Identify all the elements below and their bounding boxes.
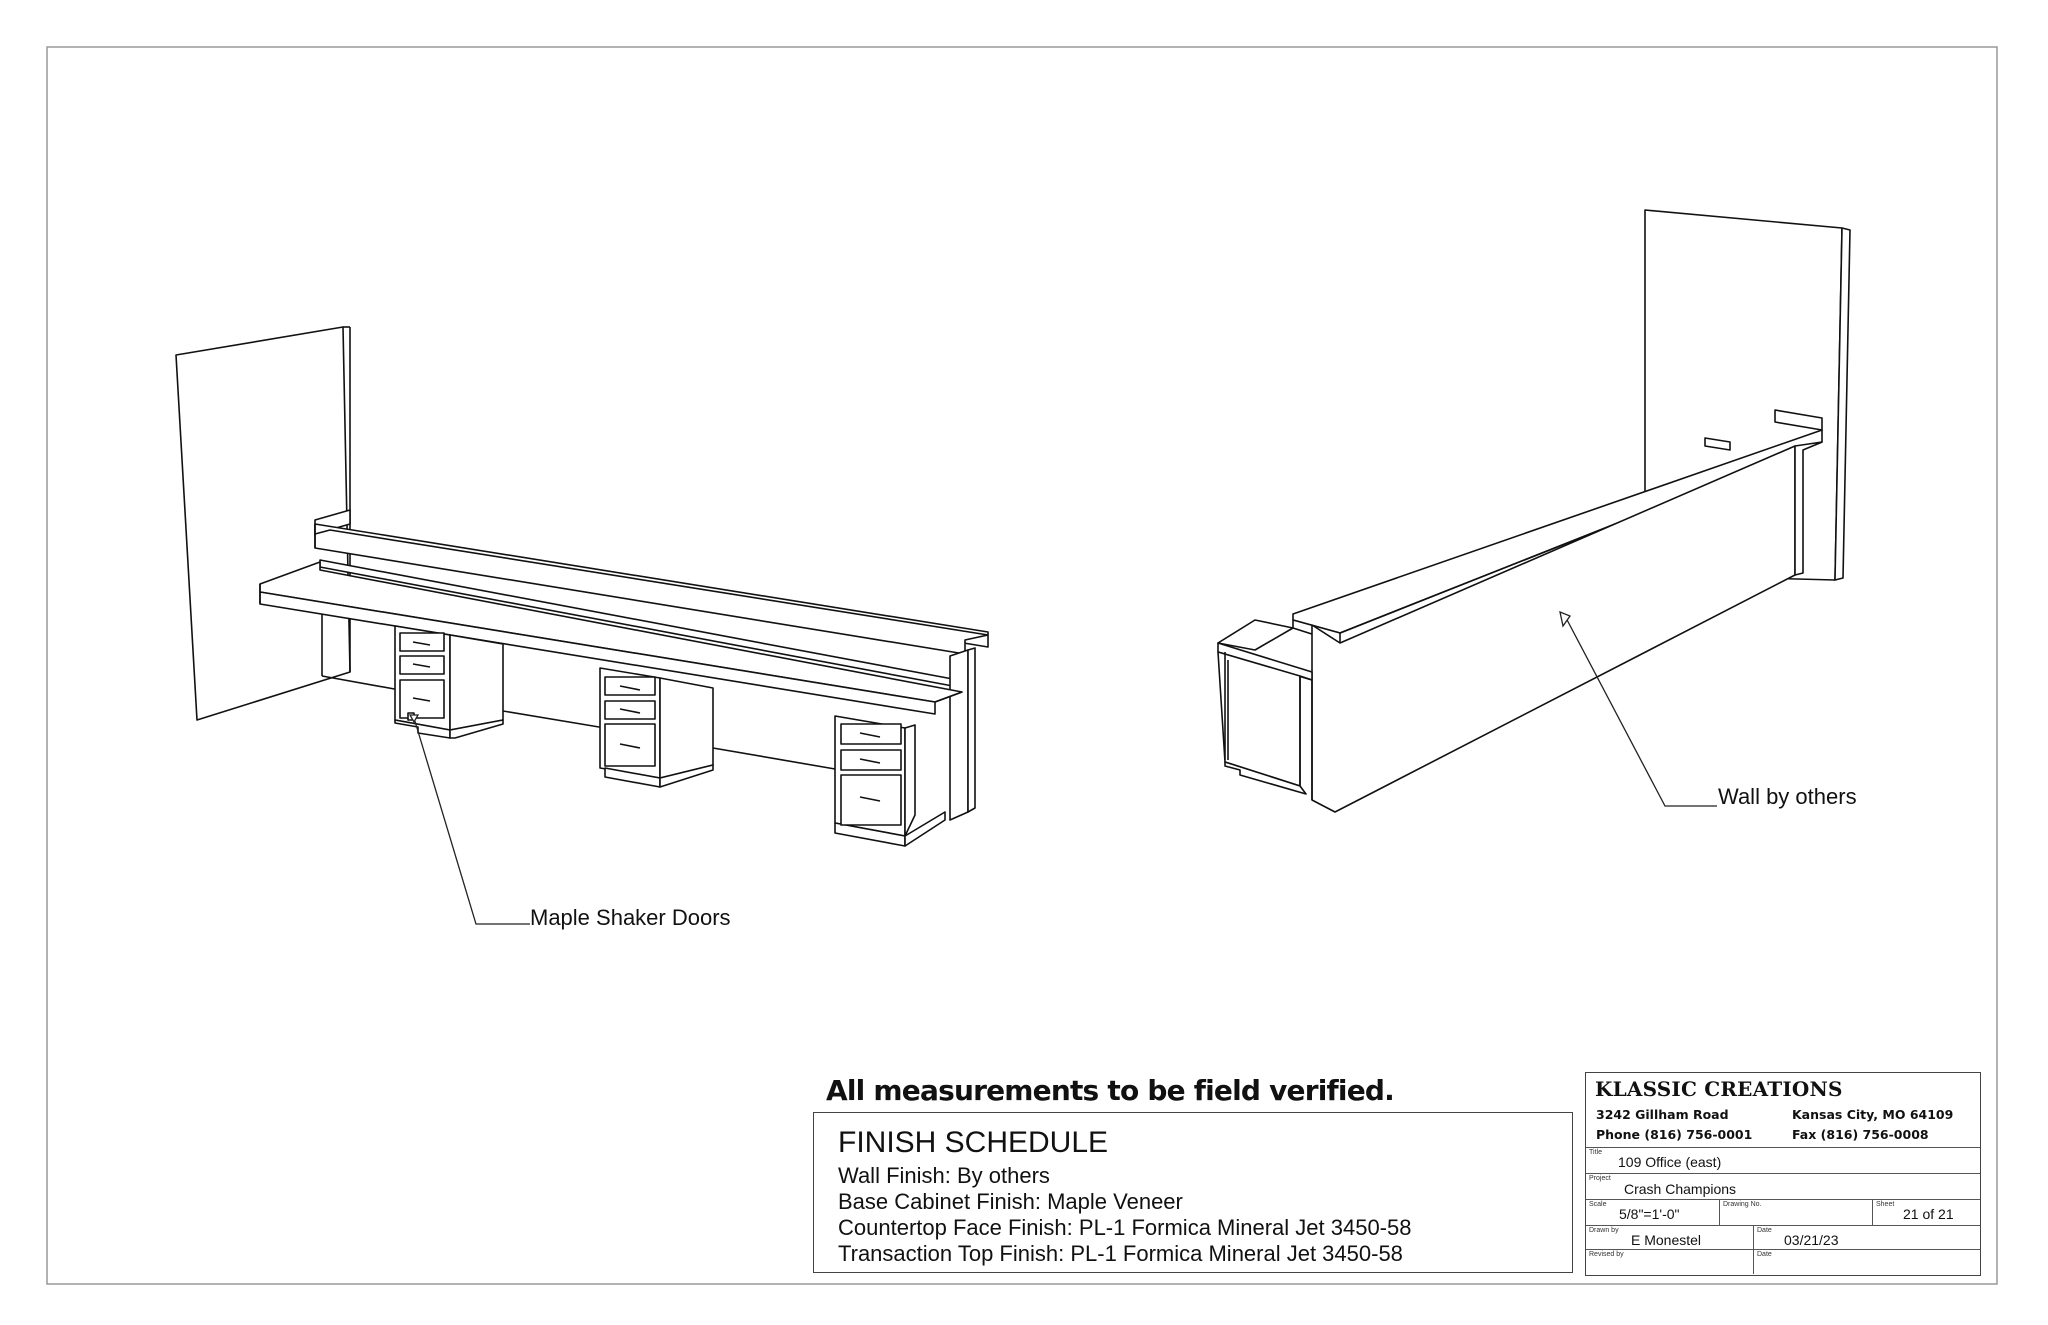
finish-line-base-cabinet: Base Cabinet Finish: Maple Veneer xyxy=(838,1189,1183,1214)
finish-line-transaction-top: Transaction Top Finish: PL-1 Formica Mineral Jet 3450-58 xyxy=(838,1241,1403,1266)
counter-back-view xyxy=(1218,210,1850,812)
scale-value: 5/8"=1'-0" xyxy=(1619,1206,1680,1222)
tb-row-project xyxy=(1586,1174,1980,1200)
doors-leader xyxy=(414,718,530,924)
field-verify-note: All measurements to be field verified. xyxy=(826,1074,1394,1107)
label-scale: Scale xyxy=(1589,1201,1607,1208)
finish-schedule-box xyxy=(813,1112,1573,1273)
label-drawn-by: Drawn by xyxy=(1589,1227,1619,1234)
tb-row-scale xyxy=(1586,1200,1980,1226)
finish-line-wall: Wall Finish: By others xyxy=(838,1163,1050,1188)
company-fax: Fax (816) 756-0008 xyxy=(1792,1127,1929,1142)
company-phone: Phone (816) 756-0001 xyxy=(1596,1127,1753,1142)
company-address: 3242 Gillham Road xyxy=(1596,1107,1729,1122)
title-block xyxy=(1585,1072,1981,1276)
finish-line-countertop-face: Countertop Face Finish: PL-1 Formica Mineral Jet 3450-58 xyxy=(838,1215,1412,1240)
workstation-view xyxy=(176,327,988,846)
callout-wall-by-others: Wall by others xyxy=(1718,784,1857,809)
sheet-number: 21 of 21 xyxy=(1903,1206,1954,1222)
label-revised-date: Date xyxy=(1757,1251,1772,1258)
label-date: Date xyxy=(1757,1227,1772,1234)
company-city: Kansas City, MO 64109 xyxy=(1792,1107,1954,1122)
label-drawing-no: Drawing No. xyxy=(1723,1201,1762,1208)
company-name: KLASSIC CREATIONS xyxy=(1595,1077,1843,1101)
label-sheet: Sheet xyxy=(1876,1201,1895,1208)
callout-maple-shaker-doors: Maple Shaker Doors xyxy=(530,905,731,930)
label-revised-by: Revised by xyxy=(1589,1251,1624,1258)
title-block-header xyxy=(1586,1073,1980,1148)
drawing-title: 109 Office (east) xyxy=(1618,1154,1722,1170)
label-title: Title xyxy=(1589,1149,1602,1156)
finish-schedule-title: FINISH SCHEDULE xyxy=(838,1126,1109,1159)
date-value: 03/21/23 xyxy=(1784,1232,1839,1248)
tb-row-revised-by xyxy=(1586,1250,1980,1274)
label-project: Project xyxy=(1589,1175,1611,1182)
project-name: Crash Champions xyxy=(1624,1181,1737,1197)
drawn-by-value: E Monestel xyxy=(1631,1232,1702,1248)
tb-row-title xyxy=(1586,1148,1980,1174)
tb-row-drawn-by xyxy=(1586,1226,1980,1250)
